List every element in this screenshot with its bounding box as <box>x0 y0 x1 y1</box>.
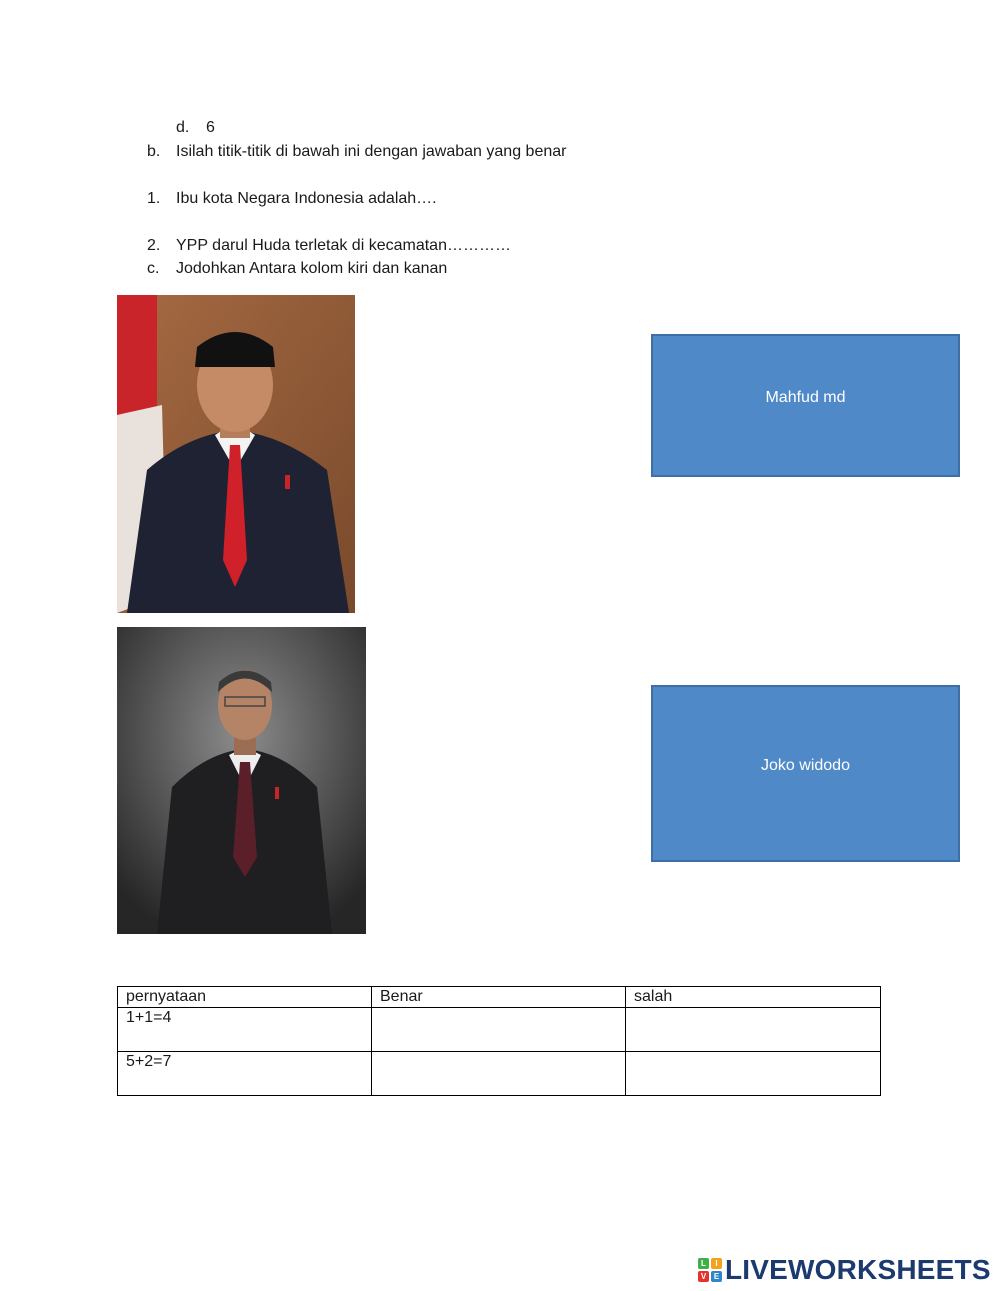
table-row <box>118 1052 881 1096</box>
answer-label: Joko widodo <box>761 756 850 774</box>
answer-box-joko[interactable] <box>651 685 960 862</box>
statement-table <box>117 986 881 1096</box>
section-marker: b. <box>147 143 161 160</box>
option-marker: d. <box>176 119 190 136</box>
header-true: Benar <box>372 987 626 1008</box>
section-marker: c. <box>147 260 160 277</box>
portrait-photo-1[interactable] <box>117 295 355 613</box>
answer-label: Mahfud md <box>765 388 846 406</box>
option-text: 6 <box>206 119 215 136</box>
false-cell[interactable] <box>626 1052 881 1096</box>
statement-cell: 1+1=4 <box>118 1008 372 1052</box>
true-cell[interactable] <box>372 1052 626 1096</box>
question-text: Ibu kota Negara Indonesia adalah…. <box>176 190 437 207</box>
table-header-row <box>118 987 881 1008</box>
header-false: salah <box>626 987 881 1008</box>
statement-cell: 5+2=7 <box>118 1052 372 1096</box>
portrait-photo-2[interactable] <box>117 627 366 934</box>
question-text: YPP darul Huda terletak di kecamatan………… <box>176 237 511 254</box>
section-instruction: Isilah titik-titik di bawah ini dengan jawaban yang benar <box>176 143 567 160</box>
liveworksheets-logo-icon: L I V E <box>698 1258 722 1282</box>
header-statement: pernyataan <box>118 987 372 1008</box>
false-cell[interactable] <box>626 1008 881 1052</box>
question-number: 1. <box>147 190 161 207</box>
true-cell[interactable] <box>372 1008 626 1052</box>
liveworksheets-logo <box>698 1256 991 1284</box>
question-number: 2. <box>147 237 161 254</box>
answer-box-mahfud[interactable] <box>651 334 960 477</box>
table-row <box>118 1008 881 1052</box>
section-instruction: Jodohkan Antara kolom kiri dan kanan <box>176 260 448 277</box>
liveworksheets-wordmark: LIVEWORKSHEETS <box>725 1254 991 1285</box>
